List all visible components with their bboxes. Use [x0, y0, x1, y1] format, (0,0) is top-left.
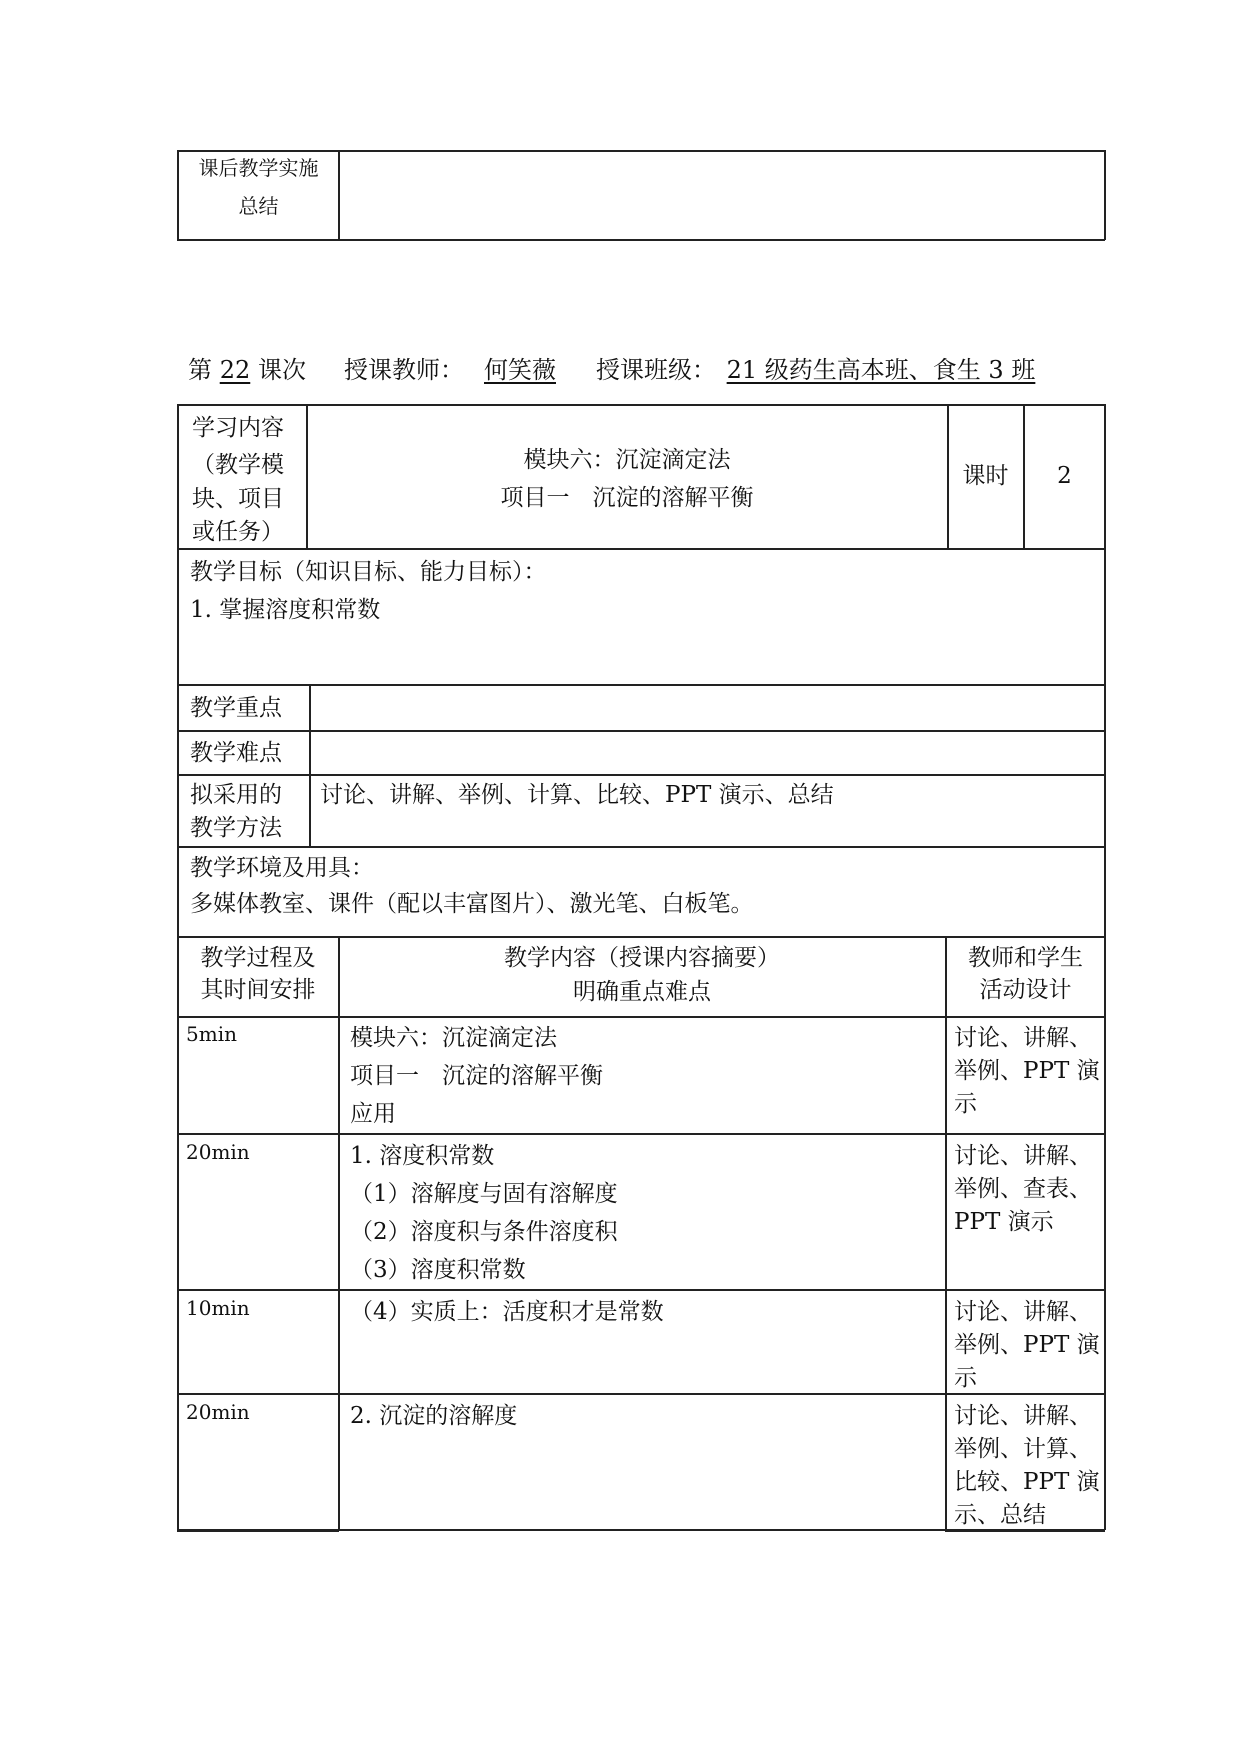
process-content-line: 模块六：沉淀滴定法 [350, 1025, 557, 1051]
process-header-col1-line1: 教学过程及 [200, 945, 316, 971]
teacher-name: 何笑薇 [484, 356, 556, 384]
process-time: 20min [186, 1400, 250, 1424]
session-prefix: 第 [188, 356, 212, 384]
hours-label: 课时 [962, 463, 1009, 489]
process-activity-line: 讨论、讲解、 [954, 1143, 1092, 1169]
process-content-line: （1）溶解度与固有溶解度 [350, 1181, 618, 1207]
process-time: 5min [186, 1022, 237, 1046]
process-content-line: 项目一 沉淀的溶解平衡 [350, 1063, 603, 1089]
process-content-line: 2. 沉淀的溶解度 [350, 1403, 518, 1429]
session-number: 22 [219, 356, 251, 384]
process-header-col2-line1: 教学内容（授课内容摘要） [504, 945, 780, 971]
process-activity-line: 讨论、讲解、 [954, 1299, 1092, 1325]
difficulties-label: 教学难点 [190, 740, 282, 766]
environment-value: 多媒体教室、课件（配以丰富图片）、激光笔、白板笔。 [190, 891, 754, 917]
process-header-col2-line2: 明确重点难点 [573, 979, 711, 1005]
process-content-line: （2）溶度积与条件溶度积 [350, 1219, 618, 1245]
process-activity-line: PPT 演示 [954, 1209, 1054, 1235]
hours-value: 2 [1057, 463, 1072, 489]
process-time: 10min [186, 1296, 250, 1320]
process-header-col3-line1: 教师和学生 [968, 945, 1083, 971]
class-label: 授课班级： [596, 356, 716, 384]
key-points-label: 教学重点 [190, 695, 282, 721]
session-suffix: 课次 [258, 356, 306, 384]
content-label-line1: 学习内容 [192, 415, 284, 441]
process-content-line: （3）溶度积常数 [350, 1257, 526, 1283]
methods-value: 讨论、讲解、举例、计算、比较、PPT 演示、总结 [320, 782, 834, 808]
content-label-line4: 或任务） [192, 519, 284, 545]
content-label-line2: （教学模 [192, 452, 284, 478]
process-content-line: 应用 [350, 1101, 396, 1127]
process-content-line: 1. 溶度积常数 [350, 1143, 495, 1169]
process-header-col1-line2: 其时间安排 [200, 977, 316, 1003]
process-activity-line: 比较、PPT 演 [954, 1469, 1100, 1495]
process-header-col3-line2: 活动设计 [979, 977, 1072, 1003]
objectives-title: 教学目标（知识目标、能力目标）： [190, 559, 547, 585]
process-time: 20min [186, 1140, 250, 1164]
process-activity-line: 举例、PPT 演 [954, 1058, 1100, 1084]
methods-label-line1: 拟采用的 [190, 782, 282, 808]
process-activity-line: 示 [954, 1091, 977, 1117]
module-title: 模块六：沉淀滴定法 [523, 447, 731, 473]
process-activity-line: 举例、计算、 [954, 1436, 1092, 1462]
project-title: 项目一 沉淀的溶解平衡 [500, 485, 754, 511]
teacher-label: 授课教师： [344, 356, 464, 384]
class-name: 21 级药生高本班、食生 3 班 [726, 356, 1036, 384]
summary-label-line1: 课后教学实施 [198, 156, 319, 180]
process-activity-line: 示 [954, 1365, 977, 1391]
process-activity-line: 讨论、讲解、 [954, 1403, 1092, 1429]
process-activity-line: 举例、查表、 [954, 1176, 1092, 1202]
process-activity-line: 举例、PPT 演 [954, 1332, 1100, 1358]
process-activity-line: 讨论、讲解、 [954, 1025, 1092, 1051]
summary-label-line2: 总结 [238, 194, 279, 218]
environment-title: 教学环境及用具： [190, 855, 374, 881]
methods-label-line2: 教学方法 [190, 815, 282, 841]
content-label-line3: 块、项目 [192, 486, 284, 512]
process-activity-line: 示、总结 [954, 1502, 1046, 1528]
objective-item-1: 1. 掌握溶度积常数 [190, 597, 381, 623]
process-content-line: （4）实质上：活度积才是常数 [350, 1299, 664, 1325]
